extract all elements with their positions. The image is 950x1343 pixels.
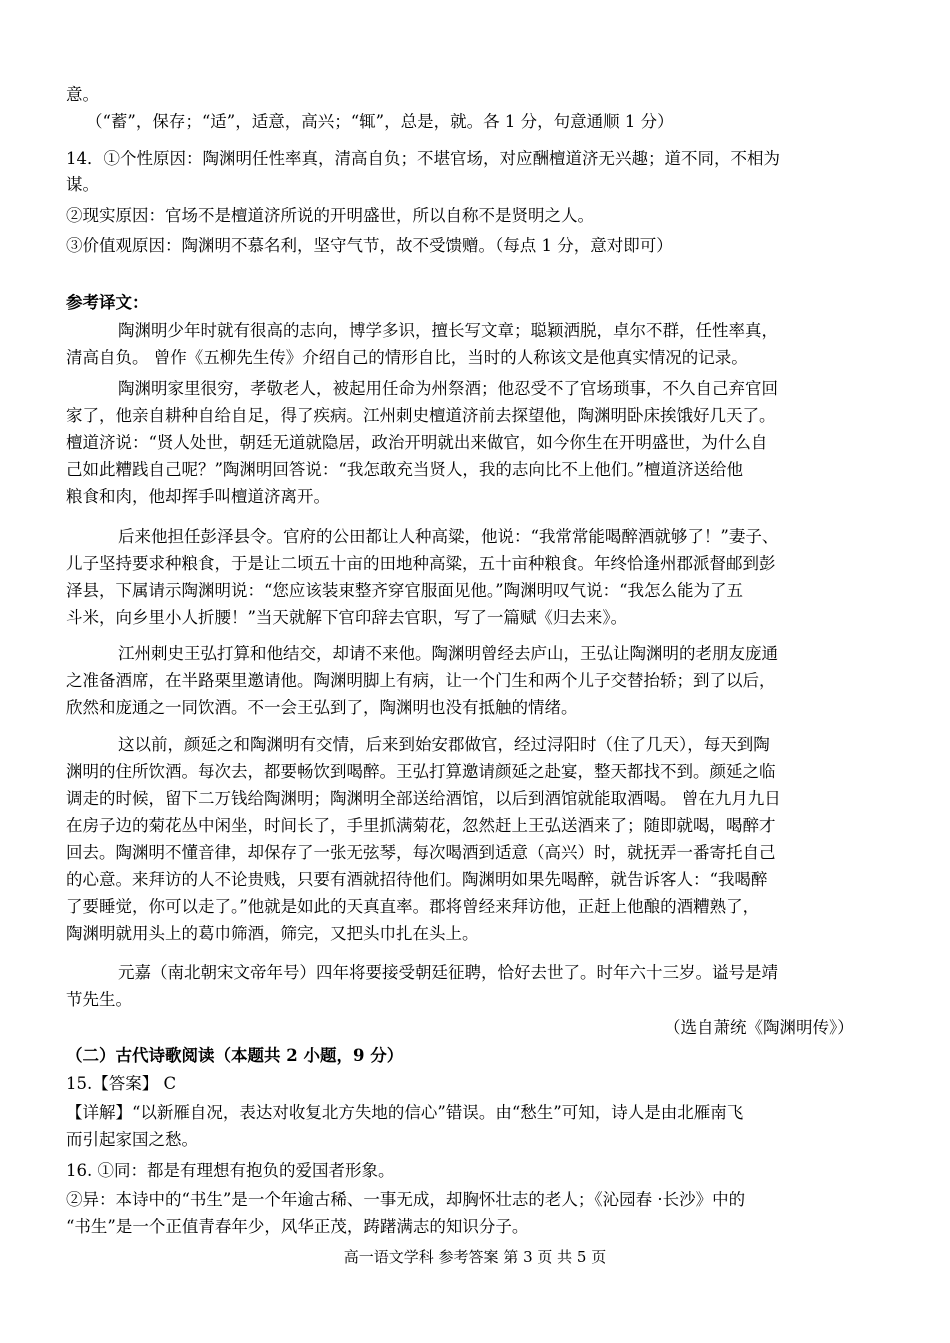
- paragraph-line: 回去。陶渊明不懂音律，却保存了一张无弦琴，每次喝酒到适意（高兴）时，就抚弄一番寄托自己: [66, 843, 776, 862]
- paragraph-line: 陶渊明少年时就有很高的志向，博学多识，擅长写文章；聪颖洒脱，卓尔不群，任性率真，: [118, 321, 778, 340]
- paragraph-line: 清高自负。 曾作《五柳先生传》介绍自己的情形自比，当时的人称该文是他真实情况的记录。: [66, 348, 748, 367]
- page-footer: 高一语文学科 参考答案 第 3 页 共 5 页: [343, 1248, 607, 1266]
- q15-detail: 而引起家国之愁。: [66, 1130, 198, 1149]
- q16-line: 16. ①同：都是有理想有抱负的爱国者形象。: [66, 1161, 395, 1180]
- paragraph-line: 欣然和庞通之一同饮酒。不一会王弘到了，陶渊明也没有抵触的情绪。: [66, 698, 578, 717]
- paragraph-line: 泽县，下属请示陶渊明说：“您应该装束整齐穿官服面见他。”陶渊明叹气说：“我怎么能为了五: [66, 581, 744, 600]
- paragraph-line: 后来他担任彭泽县令。官府的公田都让人种高粱，他说：“我常常能喝醉酒就够了！”妻子、: [118, 527, 779, 546]
- q16-line: “书生”是一个正值青春年少，风华正茂，踌躇满志的知识分子。: [66, 1217, 529, 1236]
- paragraph-line: 陶渊明就用头上的葛巾筛酒，筛完，又把头巾扎在头上。: [66, 924, 479, 943]
- source-citation: （选自萧统《陶渊明传》）: [664, 1018, 854, 1037]
- paragraph-line: 家了，他亲自耕种自给自足，得了疾病。江州刺史檀道济前去探望他，陶渊明卧床挨饿好几天了。: [66, 406, 776, 425]
- q16-line: ②异：本诗中的“书生”是一个年逾古稀、一事无成，却胸怀壮志的老人；《沁园春 ·长沙》中的: [66, 1190, 746, 1209]
- paragraph-line: 己如此糟践自己呢？”陶渊明回答说：“我怎敢充当贤人，我的志向比不上他们。”檀道济送给他: [66, 460, 744, 479]
- paragraph-line: 这以前，颜延之和陶渊明有交情，后来到始安郡做官，经过浔阳时（住了几天），每天到陶: [118, 735, 770, 754]
- paragraph-line: 在房子边的菊花丛中闲坐，时间长了，手里抓满菊花，忽然赶上王弘送酒来了；随即就喝，喝醉才: [66, 816, 776, 835]
- paragraph-line: 的心意。来拜访的人不论贵贱，只要有酒就招待他们。陶渊明如果先喝醉，就告诉客人：“我喝醉: [66, 870, 768, 889]
- paragraph-line: 元嘉（南北朝宋文帝年号）四年将要接受朝廷征聘，恰好去世了。时年六十三岁。谥号是靖: [118, 963, 778, 982]
- q14-line: ③价值观原因：陶渊明不慕名利，坚守气节，故不受馈赠。（每点 1 分，意对即可）: [66, 236, 673, 255]
- q14-line: 谋。: [66, 175, 99, 194]
- paragraph-line: 斗米，向乡里小人折腰！”当天就解下官印辞去官职，写了一篇赋《归去来》。: [66, 608, 628, 627]
- paragraph-line: 江州刺史王弘打算和他结交，却请不来他。陶渊明曾经去庐山，王弘让陶渊明的老朋友庞通: [118, 644, 778, 663]
- q15-answer: 15.【答案】 C: [66, 1074, 177, 1093]
- paragraph-line: 了要睡觉，你可以走了。”他就是如此的天真直率。郡将曾经来拜访他，正赶上他酿的酒糟熟了，: [66, 897, 760, 916]
- translation-heading: 参考译文：: [66, 293, 149, 312]
- paragraph-line: 之准备酒席，在半路栗里邀请他。陶渊明脚上有病，让一个门生和两个儿子交替抬轿；到了以后，: [66, 671, 776, 690]
- paragraph-line: 调走的时候，留下二万钱给陶渊明；陶渊明全部送给酒馆，以后到酒馆就能取酒喝。 曾在九月九日: [66, 789, 781, 808]
- paragraph-line: 儿子坚持要求种粮食，于是让二顷五十亩的田地种高粱，五十亩种粮食。年终恰逢州郡派督邮到彭: [66, 554, 776, 573]
- q15-detail: 【详解】“以新雁自况，表达对收复北方失地的信心”错误。由“愁生”可知，诗人是由北雁南飞: [66, 1103, 744, 1122]
- paragraph-line: 陶渊明家里很穷，孝敬老人，被起用任命为州祭酒；他忍受不了官场琐事，不久自己弃官回: [118, 379, 778, 398]
- q14-line: ②现实原因：官场不是檀道济所说的开明盛世，所以自称不是贤明之人。: [66, 206, 594, 225]
- paragraph-line: 粮食和肉，他却挥手叫檀道济离开。: [66, 487, 330, 506]
- scoring-note: （“蓄”，保存；“适”，适意，高兴；“辄”，总是，就。各 1 分，句意通顺 1 分）: [86, 112, 674, 131]
- paragraph-line: 渊明的住所饮酒。每次去，都要畅饮到喝醉。王弘打算邀请颜延之赴宴，整天都找不到。颜延之临: [66, 762, 776, 781]
- paragraph-line: 檀道济说：“贤人处世，朝廷无道就隐居，政治开明就出来做官，如今你生在开明盛世，为什么自: [66, 433, 768, 452]
- text-line: 意。: [66, 85, 99, 104]
- section-heading: （二）古代诗歌阅读（本题共 2 小题，9 分）: [66, 1046, 404, 1065]
- q14-line: 14．①个性原因：陶渊明任性率真，清高自负；不堪官场，对应酬檀道济无兴趣；道不同，不相为: [66, 149, 780, 168]
- paragraph-line: 节先生。: [66, 990, 132, 1009]
